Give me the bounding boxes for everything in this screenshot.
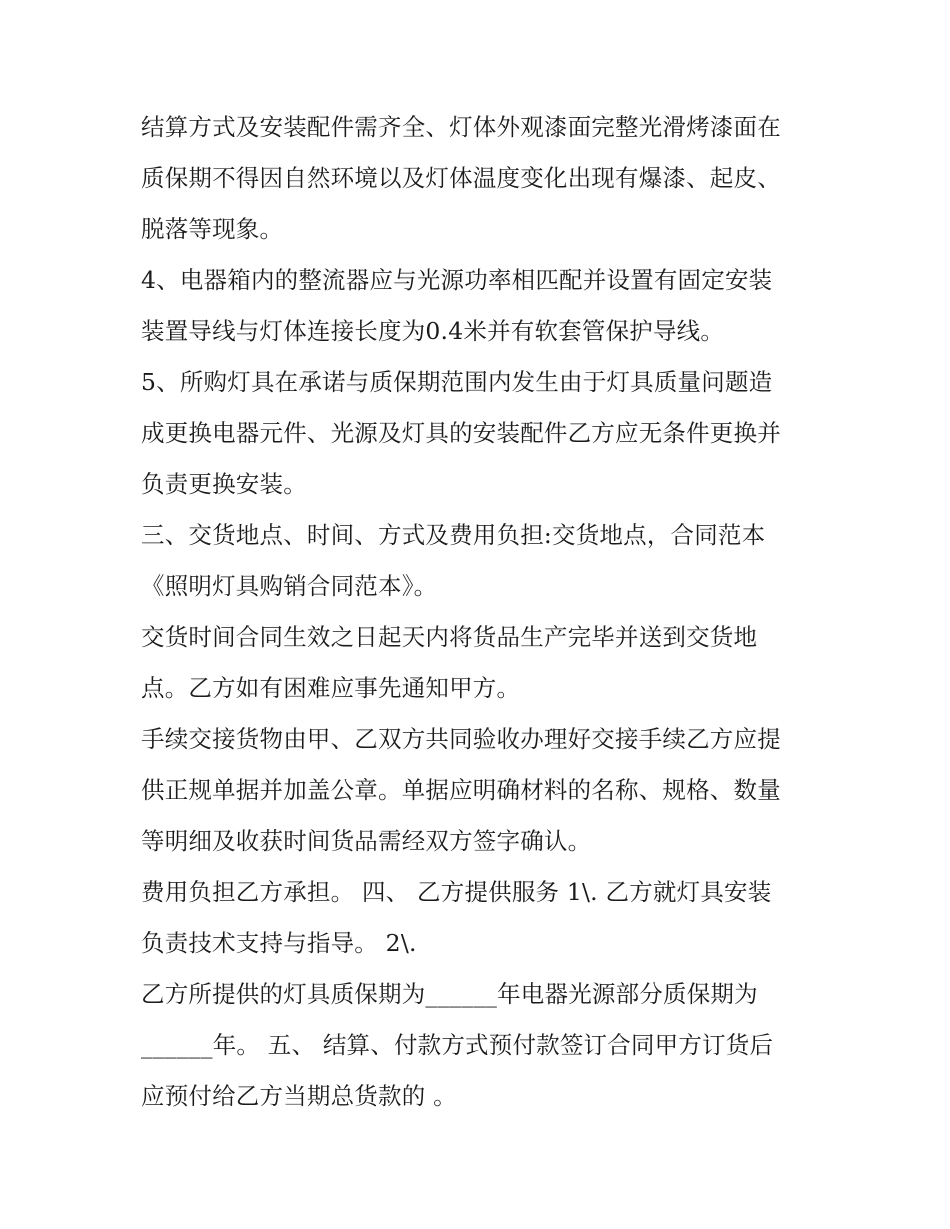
text-line: 等明细及收获时间货品需经双方签字确认。 xyxy=(141,827,592,855)
text-line: 费用负担乙方承担。 四、 乙方提供服务 1\. 乙方就灯具安装 xyxy=(141,878,772,906)
text-line: 点。乙方如有困难应事先通知甲方。 xyxy=(141,674,521,702)
text-line: 脱落等现象。 xyxy=(141,215,284,243)
text-line: 质保期不得因自然环境以及灯体温度变化出现有爆漆、起皮、 xyxy=(141,164,781,192)
text-line: 负责更换安装。 xyxy=(141,470,307,498)
text-line: 手续交接货物由甲、乙双方共同验收办理好交接手续乙方应提 xyxy=(141,725,781,753)
text-line: 应预付给乙方当期总货款的 。 xyxy=(141,1082,457,1110)
text-line: 5、所购灯具在承诺与质保期范围内发生由于灯具质量问题造 xyxy=(141,368,773,396)
text-line: ______年。 五、 结算、付款方式预付款签订合同甲方订货后 xyxy=(141,1031,774,1059)
document-body xyxy=(141,102,821,1122)
text-line: 乙方所提供的灯具质保期为______年电器光源部分质保期为 xyxy=(141,980,758,1008)
text-line: 负责技术支持与指导。 2\. xyxy=(141,929,417,957)
text-line: 装置导线与灯体连接长度为0.4米并有软套管保护导线。 xyxy=(141,317,725,345)
text-line: 交货时间合同生效之日起天内将货品生产完毕并送到交货地 xyxy=(141,623,758,651)
text-line: 三、交货地点、时间、方式及费用负担:交货地点，合同范本 xyxy=(141,521,766,549)
text-line: 4、电器箱内的整流器应与光源功率相匹配并设置有固定安装 xyxy=(141,266,773,294)
text-line: 《照明灯具购销合同范本》。 xyxy=(141,572,438,600)
text-line: 结算方式及安装配件需齐全、灯体外观漆面完整光滑烤漆面在 xyxy=(141,113,781,141)
text-line: 供正规单据并加盖公章。单据应明确材料的名称、规格、数量 xyxy=(141,776,781,804)
text-line: 成更换电器元件、光源及灯具的安装配件乙方应无条件更换并 xyxy=(141,419,781,447)
